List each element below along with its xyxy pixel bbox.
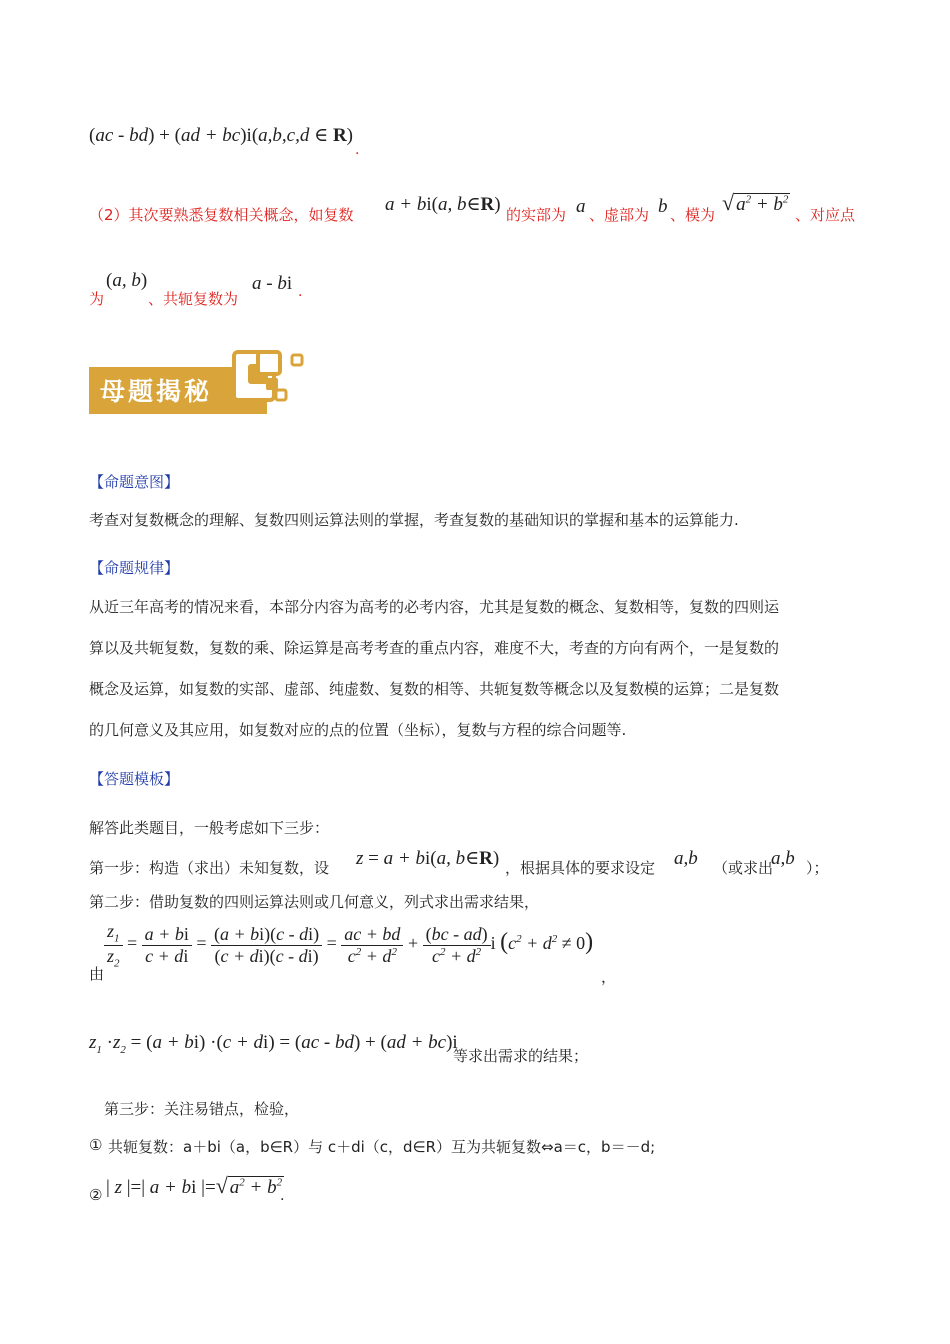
note1-text: 共轭复数：a＋bi（a，b∈R）与 c＋di（c，d∈R）互为共轭复数⇔a＝c，b＝－d;	[108, 1138, 656, 1156]
note2-period: .	[280, 1188, 285, 1204]
template-intro: 解答此类题目，一般考虑如下三步：	[89, 819, 330, 837]
formula-period: .	[355, 142, 360, 158]
note2-marker: ②	[89, 1186, 103, 1204]
step1-text-c: （或求出	[713, 859, 774, 877]
banner-decoration-icon	[232, 346, 308, 406]
imag-part-symbol: b	[658, 196, 668, 217]
conjugate-formula: a - bi	[252, 273, 293, 294]
step1-text-b: ，根据具体的要求设定	[505, 859, 656, 877]
step1-formula: z = a + bi(a, b∈R)	[356, 848, 500, 869]
point2-prefix: （2）其次要熟悉复数相关概念，如复数	[89, 206, 354, 224]
division-formula: $\frac{z_1}{z_2}$ = $\frac{a + bi}{c + di}$ = $\frac{(a + bi)(c - di)}{(c + di)(c - di)}$ = $\frac{ac + bd}{c^2 + d^2}$ + $\frac{(bc - ad)}{c^2 + d^2}$ i $(c^2 + d^2 \ne 0)$	[104, 921, 593, 969]
step1-text-d: ）；	[806, 859, 829, 877]
step2-text: 第二步：借助复数的四则运算法则或几何意义，列式求出需求结果，	[89, 893, 540, 911]
modulus-label: 、模为	[670, 206, 716, 224]
step1-ab-2: a,b	[771, 848, 795, 869]
rule-body-line4: 的几何意义及其应用，如复数对应的点的位置（坐标），复数与方程的综合问题等.	[89, 721, 627, 739]
intent-body: 考查对复数概念的理解、复数四则运算法则的掌握，考查复数的基础知识的掌握和基本的运算能力.	[89, 511, 739, 529]
real-part-label: 的实部为	[506, 206, 567, 224]
point-label-2: 为	[89, 290, 105, 308]
point2-period: .	[298, 284, 303, 300]
you-label: 由	[89, 965, 105, 983]
point-coordinate: (a, b)	[106, 270, 148, 291]
real-part-symbol: a	[576, 196, 586, 217]
rule-body-line1: 从近三年高考的情况来看，本部分内容为高考的必考内容，尤其是复数的概念、复数相等，复数的四则运	[89, 598, 780, 616]
rule-body-line2: 算以及共轭复数，复数的乘、除运算是高考考查的重点内容，难度不大，考查的方向有两个，一是复数的	[89, 639, 780, 657]
intent-heading: 【命题意图】	[89, 473, 180, 491]
complex-formula: a + bi(a, b∈R)	[385, 194, 501, 215]
note1-marker: ①	[89, 1136, 103, 1154]
template-heading: 【答题模板】	[89, 770, 180, 788]
product-suffix: 等求出需求的结果；	[453, 1047, 589, 1065]
banner-title: 母题揭秘	[100, 377, 213, 406]
rule-heading: 【命题规律】	[89, 559, 180, 577]
division-comma: ，	[601, 968, 617, 986]
step1-text-a: 第一步：构造（求出）未知复数，设	[89, 859, 330, 877]
modulus-formula: √ $a^2 + b^2$	[722, 190, 789, 215]
product-expansion-formula: (ac - bd) + (ad + bc)i(a,b,c,d ∈ R)	[89, 125, 353, 146]
imag-part-label: 、虚部为	[589, 206, 650, 224]
modulus-identity-formula: | z |=| a + bi |=√ $a^2 + b^2$	[106, 1173, 283, 1198]
conj-label: 、共轭复数为	[148, 290, 239, 308]
step3-text: 第三步：关注易错点，检验，	[104, 1100, 300, 1118]
step1-ab: a,b	[674, 848, 698, 869]
product-formula: $z_1 \cdot z_2 = (a + bi) \cdot(c + di) = (ac - bd) + (ad + bc)i$	[89, 1032, 458, 1056]
point-label: 、对应点	[795, 206, 856, 224]
rule-body-line3: 概念及运算，如复数的实部、虚部、纯虚数、复数的相等、共轭复数等概念以及复数模的运算；二是复数	[89, 680, 780, 698]
